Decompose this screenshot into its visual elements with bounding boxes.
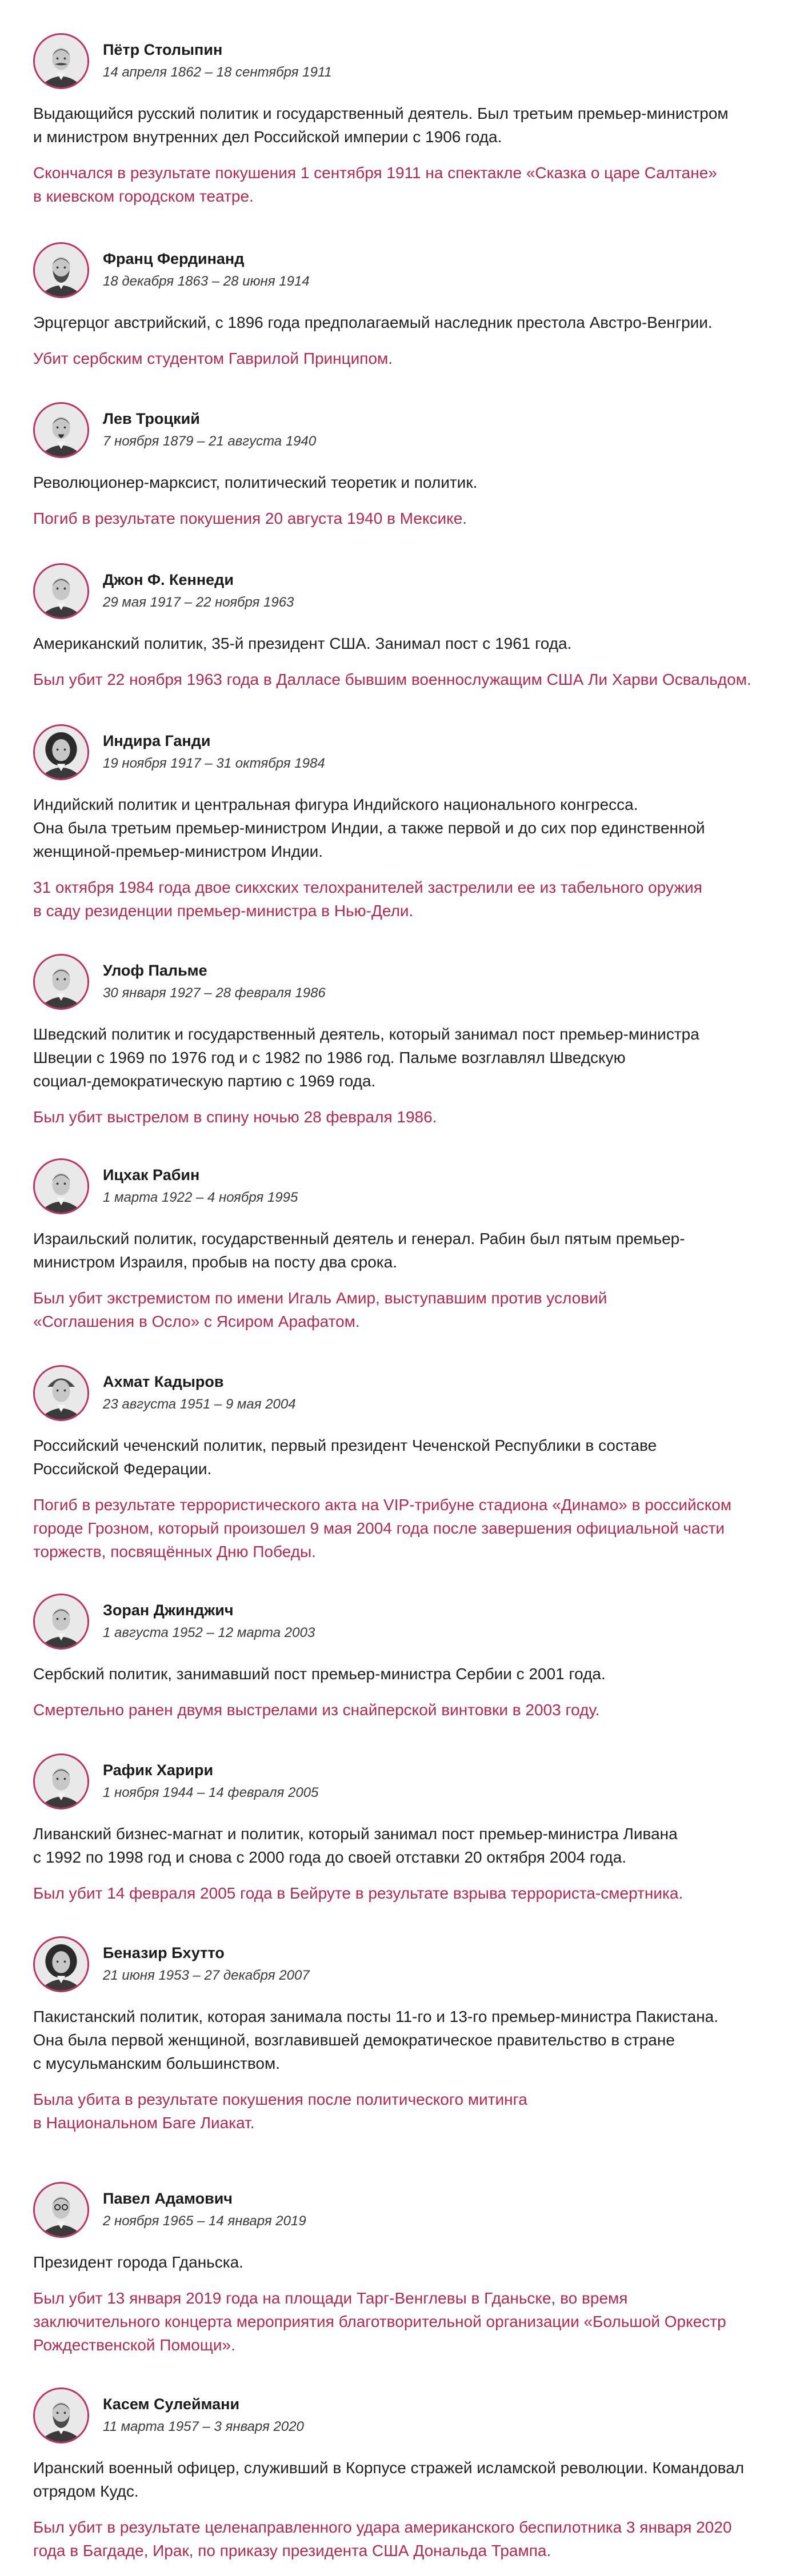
description-line: Иранский военный офицер, служивший в Корпусе стражей исламской революции. Командовал [33, 2459, 745, 2477]
person-dates: 1 марта 1922 – 4 ноября 1995 [103, 1190, 298, 1205]
death-line: Был убит экстремистом по имени Игаль Амир, выступавшим против условий [33, 1289, 607, 1307]
person-name: Ицхак Рабин [103, 1166, 200, 1183]
person-death-note [33, 2515, 776, 2562]
person-portrait-icon [33, 1754, 89, 1809]
person-entry [0, 1158, 800, 1330]
description-line: Она была третьим премьер-министром Индии, а также первой и до сих пор единственной [33, 819, 705, 837]
person-entry [0, 954, 800, 1126]
person-death-note [33, 2286, 776, 2357]
description-line: социал-демократическую партию с 1969 года. [33, 1072, 376, 1090]
death-line: Был убит 22 ноября 1963 года в Далласе бывшим военнослужащим США Ли Харви Освальдом. [33, 671, 751, 688]
description-line: Американский политик, 35-й президент США. Занимал пост с 1961 года. [33, 635, 572, 652]
description-line: Российской Федерации. [33, 1460, 212, 1478]
person-name: Пётр Столыпин [103, 41, 223, 58]
person-dates: 21 июня 1953 – 27 декабря 2007 [103, 1968, 310, 1983]
person-portrait-icon [33, 1158, 89, 1214]
person-name: Лев Троцкий [103, 410, 200, 427]
person-header [0, 242, 800, 305]
person-entry [0, 2182, 800, 2354]
description-line: Пакистанский политик, которая занимала посты 11-го и 13-го премьер-министра Пакистана. [33, 2008, 719, 2025]
person-description [33, 1022, 776, 1093]
person-header [0, 33, 800, 96]
description-line: Эрцгерцог австрийский, с 1896 года предполагаемый наследник престола Австро-Венгрии. [33, 314, 713, 331]
death-line: Был убит 13 января 2019 года на площади Тарг-Венглевы в Гданьске, во время [33, 2289, 628, 2307]
death-line: Погиб в результате покушения 20 августа 1940 в Мексике. [33, 509, 467, 527]
person-name: Касем Сулеймани [103, 2396, 240, 2413]
description-line: министром Израиля, пробыв на посту два срока. [33, 1253, 397, 1271]
death-line: Смертельно ранен двумя выстрелами из снайперской винтовки в 2003 году. [33, 1701, 600, 1719]
person-entry [0, 1754, 800, 1902]
death-line: Убит сербским студентом Гаврилой Принципом. [33, 350, 393, 367]
person-entry [0, 1365, 800, 1560]
person-dates: 1 августа 1952 – 12 марта 2003 [103, 1625, 315, 1640]
person-death-note [33, 1698, 776, 1722]
person-name: Улоф Пальме [103, 962, 207, 979]
person-header [0, 1158, 800, 1221]
person-header [0, 1936, 800, 1999]
person-name: Индира Ганди [103, 732, 211, 749]
person-portrait-icon [33, 954, 89, 1010]
death-line: торжеств, посвящённых Дню Победы. [33, 1543, 316, 1560]
description-line: Индийский политик и центральная фигура Индийского национального конгресса. [33, 796, 638, 813]
person-header [0, 1754, 800, 1816]
person-entry [0, 563, 800, 688]
person-portrait-icon [33, 563, 89, 619]
person-header [0, 1594, 800, 1656]
description-line: и министром внутренних дел Российской империи с 1906 года. [33, 128, 502, 146]
description-line: Президент города Гданьска. [33, 2253, 243, 2271]
person-portrait-icon [33, 724, 89, 780]
death-line: Был убит 14 февраля 2005 года в Бейруте в результате взрыва террориста-смертника. [33, 1884, 683, 1902]
person-description [33, 1227, 776, 1274]
person-death-note [33, 668, 776, 691]
person-dates: 1 ноября 1944 – 14 февраля 2005 [103, 1785, 319, 1800]
description-line: Сербский политик, занимавший пост премьер-министра Сербии с 2001 года. [33, 1665, 606, 1683]
person-entry [0, 402, 800, 527]
person-name: Павел Адамович [103, 2190, 233, 2207]
person-header [0, 402, 800, 465]
person-dates: 19 ноября 1917 – 31 октября 1984 [103, 756, 325, 771]
death-line: в саду резиденции премьер-министра в Нью-Дели. [33, 902, 414, 920]
death-line: Был убит выстрелом в спину ночью 28 февраля 1986. [33, 1108, 437, 1126]
person-description [33, 2250, 776, 2274]
description-line: Выдающийся русский политик и государственный деятель. Был третьим премьер-министром [33, 105, 729, 122]
death-line: «Соглашения в Осло» с Ясиром Арафатом. [33, 1313, 360, 1330]
death-line: в Национальном Баге Лиакат. [33, 2114, 255, 2132]
person-description [33, 2005, 776, 2075]
person-portrait-icon [33, 1594, 89, 1650]
person-death-note [33, 1286, 776, 1333]
person-entry [0, 33, 800, 205]
person-name: Ахмат Кадыров [103, 1373, 224, 1390]
person-description [33, 471, 776, 494]
person-dates: 18 декабря 1863 – 28 июня 1914 [103, 274, 310, 289]
description-line: Революционер-марксист, политический теоретик и политик. [33, 474, 478, 491]
person-description [33, 1662, 776, 1686]
person-entry [0, 2388, 800, 2559]
person-portrait-icon [33, 2182, 89, 2238]
person-death-note [33, 161, 776, 208]
description-line: Швеции с 1969 по 1976 год и с 1982 по 1986 год. Пальме возглавлял Шведскую [33, 1049, 626, 1066]
person-death-note [33, 507, 776, 530]
person-death-note [33, 876, 776, 922]
death-line: Была убита в результате покушения после политического митинга [33, 2091, 527, 2108]
person-name: Рафик Харири [103, 1762, 214, 1779]
description-line: Израильский политик, государственный деятель и генерал. Рабин был пятым премьер- [33, 1230, 685, 1247]
description-line: Российский чеченский политик, первый президент Чеченской Республики в составе [33, 1437, 657, 1454]
person-dates: 30 января 1927 – 28 февраля 1986 [103, 985, 326, 1001]
person-portrait-icon [33, 1365, 89, 1421]
person-portrait-icon [33, 1936, 89, 1992]
person-entry [0, 1594, 800, 1719]
person-death-note [33, 347, 776, 370]
person-dates: 23 августа 1951 – 9 мая 2004 [103, 1397, 296, 1412]
person-death-note [33, 1881, 776, 1905]
person-dates: 2 ноября 1965 – 14 января 2019 [103, 2213, 306, 2229]
description-line: с 1992 по 1998 год и снова с 2000 года до своей отставки 20 октября 2004 года. [33, 1848, 627, 1866]
person-death-note [33, 1493, 776, 1563]
person-name: Зоран Джинджич [103, 1602, 234, 1619]
death-line: городе Грозном, который произошел 9 мая 2004 года после завершения официальной части [33, 1519, 725, 1537]
death-line: 31 октября 1984 года двое сикхских телохранителей застрелили ее из табельного оружия [33, 878, 702, 896]
person-death-note [33, 1105, 776, 1129]
description-line: Ливанский бизнес-магнат и политик, который занимал пост премьер-министра Ливана [33, 1825, 678, 1843]
person-dates: 11 марта 1957 – 3 января 2020 [103, 2419, 304, 2434]
person-dates: 29 мая 1917 – 22 ноября 1963 [103, 595, 294, 610]
person-entry [0, 242, 800, 367]
person-header [0, 2388, 800, 2450]
person-description [33, 1822, 776, 1869]
person-entry [0, 724, 800, 920]
person-header [0, 2182, 800, 2245]
description-line: Она была первой женщиной, возглавившей демократическое правительство в стране [33, 2031, 675, 2049]
death-line: заключительного концерта мероприятия благотворительной организации «Большой Оркестр [33, 2313, 726, 2330]
person-entry [0, 1936, 800, 2132]
person-name: Франц Фердинанд [103, 250, 245, 267]
person-header [0, 954, 800, 1017]
person-header [0, 1365, 800, 1428]
death-line: в киевском городском театре. [33, 187, 254, 205]
person-portrait-icon [33, 402, 89, 458]
death-line: Рождественской Помощи». [33, 2336, 235, 2354]
description-line: с мусульманским большинством. [33, 2055, 281, 2072]
person-description [33, 632, 776, 655]
person-portrait-icon [33, 33, 89, 89]
death-line: Был убит в результате целенаправленного удара американского беспилотника 3 января 2020 [33, 2518, 732, 2536]
person-portrait-icon [33, 242, 89, 298]
person-header [0, 563, 800, 626]
person-description [33, 102, 776, 149]
person-name: Беназир Бхутто [103, 1944, 225, 1961]
person-description [33, 2456, 776, 2503]
death-line: года в Багдаде, Ирак, по приказу президента США Дональда Трампа. [33, 2542, 551, 2559]
person-dates: 7 ноября 1879 – 21 августа 1940 [103, 434, 317, 449]
person-description [33, 793, 776, 863]
person-description [33, 1434, 776, 1480]
person-dates: 14 апреля 1862 – 18 сентября 1911 [103, 65, 332, 80]
description-line: отрядом Кудс. [33, 2482, 139, 2500]
death-line: Погиб в результате террористического акта на VIP-трибуне стадиона «Динамо» в российском [33, 1496, 732, 1514]
person-description [33, 311, 776, 334]
person-header [0, 724, 800, 787]
death-line: Скончался в результате покушения 1 сентября 1911 на спектакле «Сказка о царе Салтане» [33, 164, 717, 182]
description-line: Шведский политик и государственный деятель, который занимал пост премьер-министра [33, 1025, 699, 1043]
person-name: Джон Ф. Кеннеди [103, 571, 234, 588]
person-portrait-icon [33, 2388, 89, 2443]
person-death-note [33, 2088, 776, 2134]
description-line: женщиной-премьер-министром Индии. [33, 842, 323, 860]
